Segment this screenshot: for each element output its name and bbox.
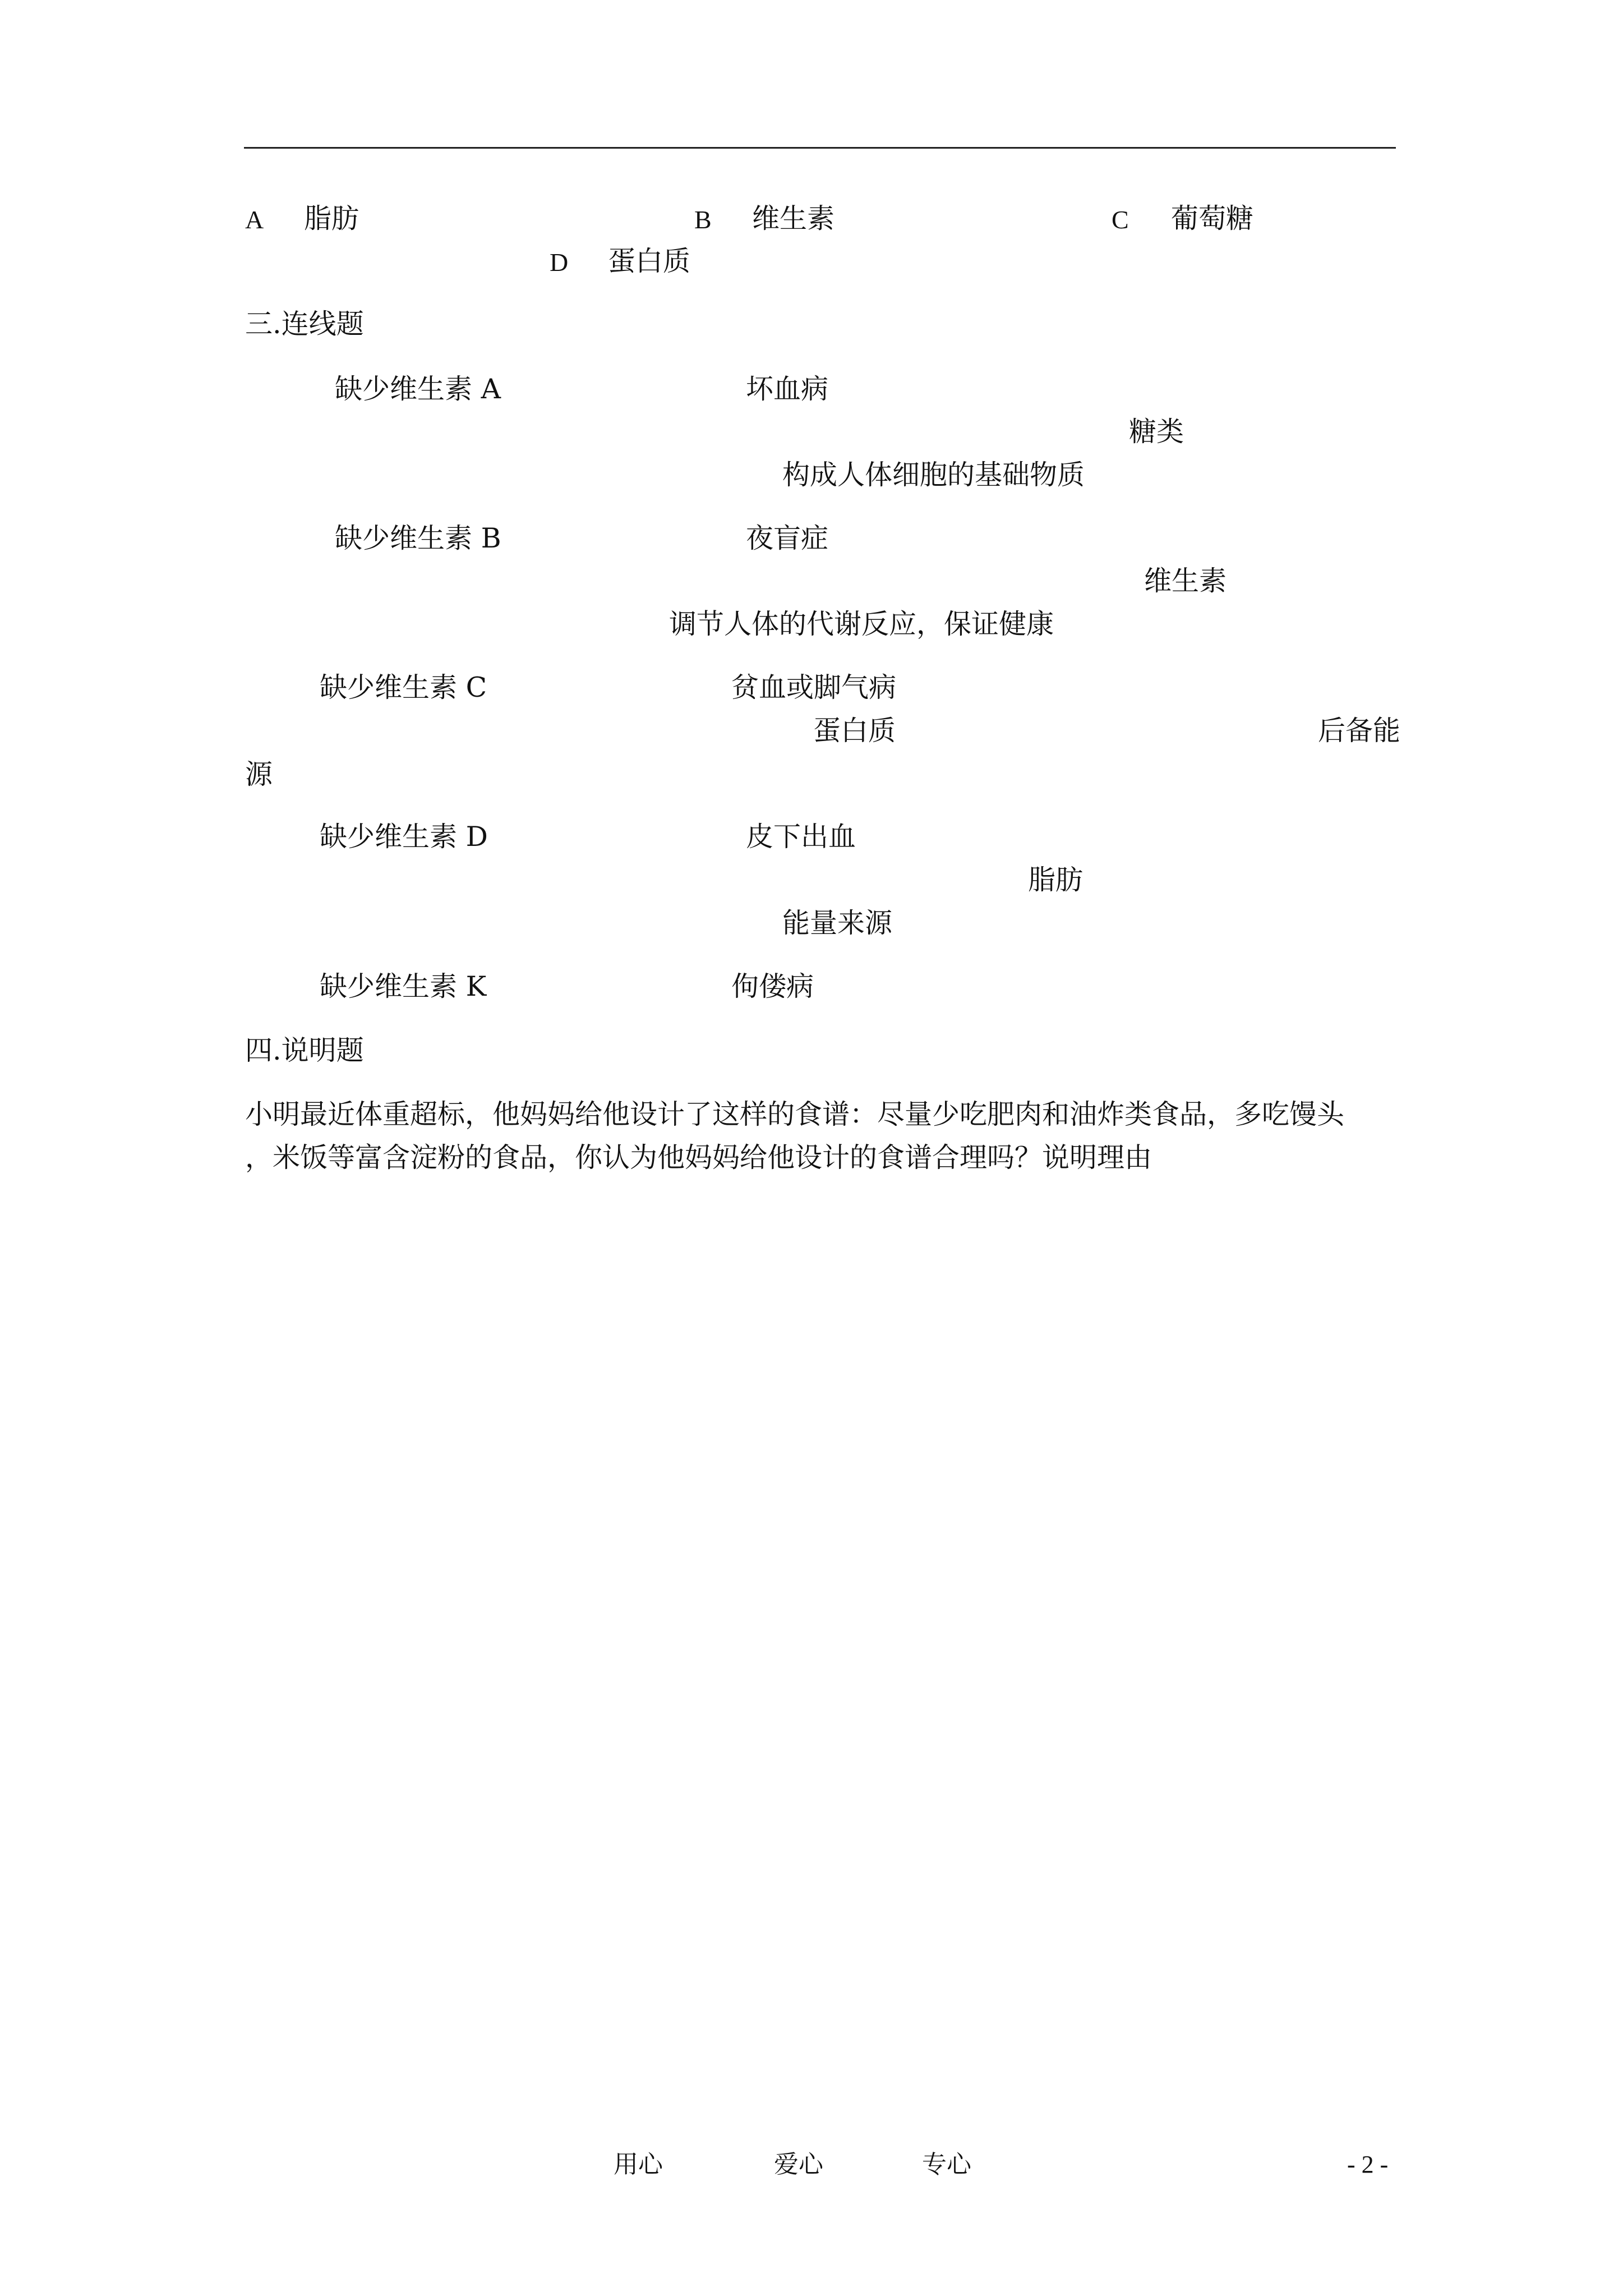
matching-left-item: 缺少维生素 D [320,821,488,853]
matching-left-item: 缺少维生素 C [320,671,487,703]
matching-disease-item: 皮下出血 [746,821,856,853]
matching-disease-item: 佝偻病 [731,970,814,1002]
matching-nutrient-item: 维生素 [1144,565,1227,597]
option-d-text: 蛋白质 [608,245,691,277]
matching-function-item: 后备能 [1318,715,1401,747]
footer-word-3: 专心 [922,2150,971,2179]
header-rule [244,147,1396,149]
option-c-letter: C [1112,205,1129,234]
matching-disease-item: 坏血病 [746,373,829,405]
option-c-text: 葡萄糖 [1171,203,1254,234]
footer-word-1: 用心 [614,2150,663,2179]
matching-function-item: 构成人体细胞的基础物质 [782,459,1085,491]
matching-nutrient-item: 蛋白质 [813,715,896,747]
section4-question-line1: 小明最近体重超标，他妈妈给他设计了这样的食谱：尽量少吃肥肉和油炸类食品，多吃馒头 [245,1098,1345,1130]
section4-title: 四.说明题 [245,1034,364,1066]
matching-function-item: 能量来源 [782,907,893,939]
matching-nutrient-item: 糖类 [1129,416,1184,448]
page-number: - 2 - [1347,2151,1389,2178]
option-a-letter: A [245,205,264,234]
section4-question-line2: ，米饭等富含淀粉的食品，你认为他妈妈给他设计的食谱合理吗？说明理由 [245,1142,1152,1174]
option-b-text: 维生素 [752,203,835,234]
matching-left-item: 缺少维生素 K [320,970,487,1002]
section3-title: 三.连线题 [245,308,364,340]
footer-word-2: 爱心 [774,2150,823,2179]
matching-left-item: 缺少维生素 B [335,522,501,554]
matching-left-item: 缺少维生素 A [335,373,501,405]
matching-function-item: 调节人体的代谢反应，保证健康 [669,608,1054,640]
matching-disease-item: 贫血或脚气病 [731,671,897,703]
matching-disease-item: 夜盲症 [746,522,829,554]
option-d-letter: D [550,248,569,277]
matching-nutrient-item: 脂肪 [1028,864,1083,896]
option-b-letter: B [694,205,712,234]
option-a-text: 脂肪 [304,203,359,234]
matching-function-item-cont: 源 [245,758,273,790]
